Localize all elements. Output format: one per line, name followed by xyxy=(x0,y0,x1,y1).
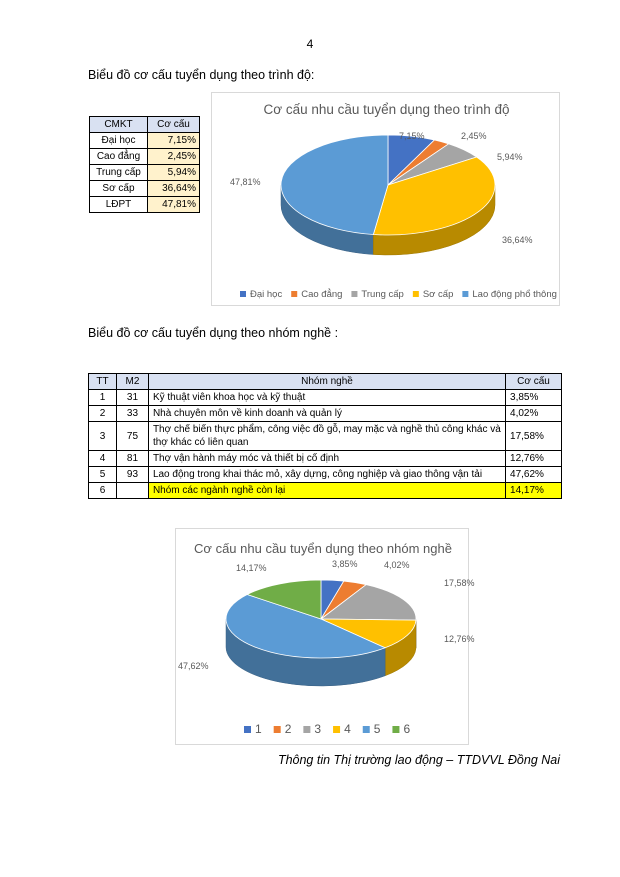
legend-swatch xyxy=(363,726,370,733)
table-row-highlighted xyxy=(89,483,562,499)
table-row xyxy=(90,149,200,165)
pie-chart-occupation-svg xyxy=(176,529,475,746)
row-value: 47,62% xyxy=(506,467,562,483)
legend-swatch xyxy=(244,726,251,733)
legend-entry: 5 xyxy=(373,722,381,736)
row-tt: 6 xyxy=(89,483,117,499)
row-value: 17,58% xyxy=(506,422,562,451)
row-value: 47,81% xyxy=(148,197,200,213)
chart-title: Cơ cấu nhu cầu tuyển dụng theo nhóm nghề xyxy=(194,541,452,556)
table-row xyxy=(90,133,200,149)
data-label: 17,58% xyxy=(444,578,475,588)
row-tt: 4 xyxy=(89,451,117,467)
legend-swatch xyxy=(303,726,310,733)
header-share: Cơ cấu xyxy=(148,117,200,133)
data-label: 47,81% xyxy=(230,177,261,187)
table-header-row xyxy=(90,117,200,133)
row-name: Thợ vận hành máy móc và thiết bị cố định xyxy=(148,451,505,467)
table-header-row xyxy=(89,374,562,390)
chart-title: Cơ cấu nhu cầu tuyển dụng theo trình độ xyxy=(263,102,510,117)
section-heading-occupation: Biểu đồ cơ cấu tuyển dụng theo nhóm nghề : xyxy=(88,326,339,340)
legend-entry: 1 xyxy=(255,722,262,736)
legend-entry: 2 xyxy=(284,722,292,736)
header-m2: M2 xyxy=(116,374,148,390)
row-tt: 2 xyxy=(89,406,117,422)
row-tt: 5 xyxy=(89,467,117,483)
row-name: Trung cấp xyxy=(90,165,148,181)
row-name: Thợ chế biến thực phẩm, công việc đồ gỗ, may mặc và nghề thủ công khác và thợ khác có liên quan xyxy=(148,422,505,451)
row-value: 4,02% xyxy=(506,406,562,422)
legend-entry: 4 xyxy=(344,722,351,736)
row-m2: 81 xyxy=(116,451,148,467)
legend-entry: 3 xyxy=(314,722,322,736)
legend-swatch xyxy=(274,726,281,733)
row-value: 36,64% xyxy=(148,181,200,197)
row-value: 14,17% xyxy=(506,483,562,499)
chart-legend xyxy=(240,288,557,300)
data-label: 47,62% xyxy=(178,661,209,671)
page-number: 4 xyxy=(306,37,314,51)
legend-entry: Đại học xyxy=(250,289,283,300)
row-name: Nhóm các ngành nghề còn lại xyxy=(148,483,505,499)
legend-swatch xyxy=(351,291,357,297)
table-row xyxy=(90,197,200,213)
row-value: 5,94% xyxy=(148,165,200,181)
legend-swatch xyxy=(240,291,246,297)
row-tt: 3 xyxy=(89,422,117,451)
table-row xyxy=(89,390,562,406)
table-row xyxy=(89,406,562,422)
header-tt: TT xyxy=(89,374,117,390)
row-name: Lao động trong khai thác mỏ, xây dựng, công nghiệp và giao thông vận tải xyxy=(148,467,505,483)
data-label: 5,94% xyxy=(497,152,523,162)
pie-chart-level-svg xyxy=(212,93,561,307)
pie-top xyxy=(226,580,416,658)
section-heading-level: Biểu đồ cơ cấu tuyển dụng theo trình độ: xyxy=(88,68,315,82)
row-value: 2,45% xyxy=(148,149,200,165)
cmkt-table xyxy=(89,116,200,213)
row-name: Nhà chuyên môn về kinh doanh và quản lý xyxy=(148,406,505,422)
data-label: 3,85% xyxy=(332,559,358,569)
row-name: LĐPT xyxy=(90,197,148,213)
row-tt: 1 xyxy=(89,390,117,406)
data-label: 36,64% xyxy=(502,235,533,245)
legend-swatch xyxy=(392,726,399,733)
legend-entry: Cao đẳng xyxy=(301,289,343,300)
table-row xyxy=(89,422,562,451)
header-group: Nhóm nghề xyxy=(148,374,505,390)
table-row xyxy=(90,181,200,197)
row-name: Cao đẳng xyxy=(90,149,148,165)
legend-entry: 6 xyxy=(403,722,411,736)
occupation-table xyxy=(88,373,562,499)
legend-swatch xyxy=(333,726,340,733)
table-row xyxy=(89,451,562,467)
row-m2: 33 xyxy=(116,406,148,422)
legend-swatch xyxy=(462,291,468,297)
row-name: Đại học xyxy=(90,133,148,149)
data-label: 14,17% xyxy=(236,563,267,573)
table-row xyxy=(90,165,200,181)
row-m2: 93 xyxy=(116,467,148,483)
row-m2: 75 xyxy=(116,422,148,451)
legend-entry: Sơ cấp xyxy=(422,289,454,300)
legend-swatch xyxy=(291,291,297,297)
row-m2: 31 xyxy=(116,390,148,406)
legend-swatch xyxy=(413,291,419,297)
legend-entry: Lao động phổ thông xyxy=(472,289,557,300)
row-value: 3,85% xyxy=(506,390,562,406)
chart-level xyxy=(211,92,560,306)
row-name: Kỹ thuật viên khoa học và kỹ thuật xyxy=(148,390,505,406)
header-cmkt: CMKT xyxy=(90,117,148,133)
header-share: Cơ cấu xyxy=(506,374,562,390)
pie-top xyxy=(281,135,495,235)
data-label: 4,02% xyxy=(384,560,410,570)
row-value: 12,76% xyxy=(506,451,562,467)
row-value: 7,15% xyxy=(148,133,200,149)
table-row xyxy=(89,467,562,483)
chart-occupation xyxy=(175,528,475,745)
row-name: Sơ cấp xyxy=(90,181,148,197)
data-label: 7,15% xyxy=(399,131,425,141)
footer-source: Thông tin Thị trường lao động – TTDVVL Đồng Nai xyxy=(277,753,560,767)
chart-legend xyxy=(244,722,410,736)
row-m2 xyxy=(116,483,148,499)
legend-entry: Trung cấp xyxy=(361,289,404,300)
data-label: 12,76% xyxy=(444,634,475,644)
data-label: 2,45% xyxy=(461,131,487,141)
